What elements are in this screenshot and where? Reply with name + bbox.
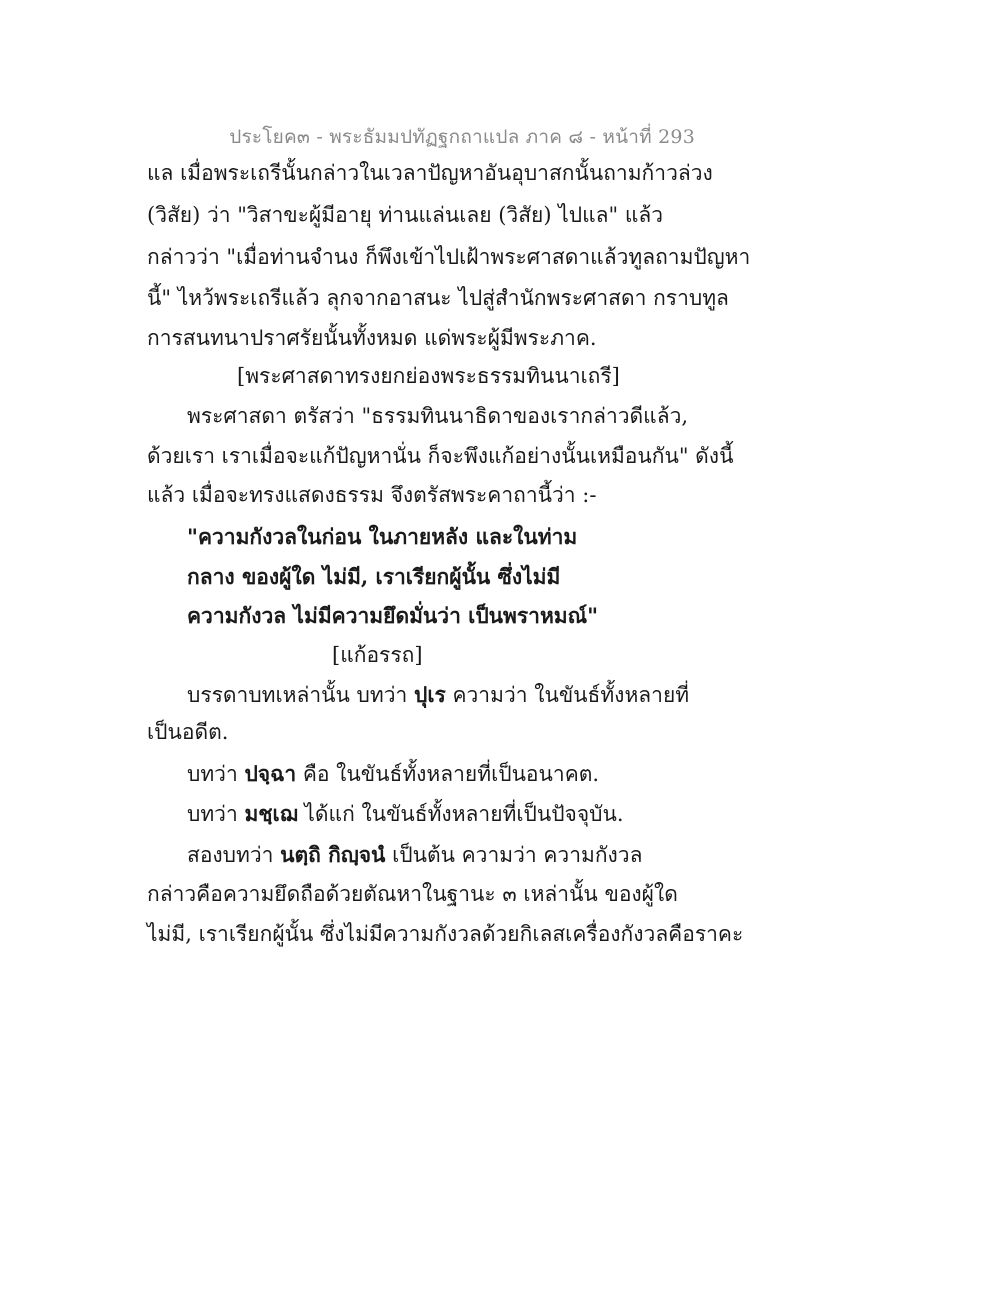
verse-line-3: ความกังวล ไม่มีความยึดมั่นว่า เป็นพราหมณ์"	[187, 603, 599, 628]
text-line-2: (วิสัย) ว่า "วิสาขะผู้มีอายุ ท่านแล่นเลย (วิสัย) ไปแล" แล้ว	[147, 203, 664, 227]
verse-line-1: "ความกังวลในก่อน ในภายหลัง และในท่าม	[187, 524, 578, 549]
commentary-line-4-post: ได้แก่ ในขันธ์ทั้งหลายที่เป็นปัจจุบัน.	[297, 802, 624, 826]
text-line-6: พระศาสดา ตรัสว่า "ธรรมทินนาธิดาของเรากล่าวดีแล้ว,	[187, 404, 689, 428]
text-line-4: นี้" ไหว้พระเถรีแล้ว ลุกจากอาสนะ ไปสู่สำนักพระศาสดา กราบทูล	[147, 286, 729, 310]
pali-term-natthi-kincanam: นตฺถิ กิญฺจนํ	[280, 842, 386, 867]
verse-line-2: กลาง ของผู้ใด ไม่มี, เราเรียกผู้นั้น ซึ่งไม่มี	[187, 564, 561, 589]
text-line-5: การสนทนาปราศรัยนั้นทั้งหมด แด่พระผู้มีพระภาค.	[147, 326, 597, 350]
commentary-line-3	[187, 763, 599, 785]
commentary-line-4-pre: บทว่า	[187, 802, 245, 826]
pali-term-majjhe: มชฺเฌ	[244, 801, 298, 826]
commentary-line-1-pre: บรรดาบทเหล่านั้น บทว่า	[187, 683, 414, 707]
text-line-3: กล่าวว่า "เมื่อท่านจำนง ก็พึงเข้าไปเฝ้าพระศาสดาแล้วทูลถามปัญหา	[147, 245, 751, 269]
commentary-heading: [แก้อรรถ]	[332, 643, 423, 667]
commentary-line-1	[187, 684, 689, 706]
text-line-8: แล้ว เมื่อจะทรงแสดงธรรม จึงตรัสพระคาถานี้ว่า :-	[147, 483, 597, 507]
pali-term-pure: ปุเร	[414, 682, 446, 707]
commentary-line-5-post: เป็นต้น ความว่า ความกังวล	[385, 843, 643, 867]
commentary-line-5-pre: สองบทว่า	[187, 843, 281, 867]
commentary-line-2: เป็นอดีต.	[147, 720, 229, 744]
commentary-line-3-post: คือ ในขันธ์ทั้งหลายที่เป็นอนาคต.	[296, 762, 600, 786]
commentary-line-5	[187, 844, 642, 866]
page-header: ประโยค๓ - พระธัมมปทัฏฐกถาแปล ภาค ๘ - หน้าที่ 293	[229, 126, 695, 148]
pali-term-pacchaa: ปจฺฉา	[244, 761, 297, 786]
commentary-line-6: กล่าวคือความยึดถือด้วยตัณหาในฐานะ ๓ เหล่านั้น ของผู้ใด	[147, 882, 678, 906]
text-line-7: ด้วยเรา เราเมื่อจะแก้ปัญหานั่น ก็จะพึงแก้อย่างนั้นเหมือนกัน" ดังนี้	[147, 444, 734, 468]
section-heading: [พระศาสดาทรงยกย่องพระธรรมทินนาเถรี]	[237, 364, 620, 388]
commentary-line-3-pre: บทว่า	[187, 762, 245, 786]
text-line-1: แล เมื่อพระเถรีนั้นกล่าวในเวลาปัญหาอันอุบาสกนั้นถามก้าวล่วง	[147, 161, 713, 185]
commentary-line-4	[187, 803, 624, 825]
commentary-line-7: ไม่มี, เราเรียกผู้นั้น ซึ่งไม่มีความกังวลด้วยกิเลสเครื่องกังวลคือราคะ	[147, 922, 744, 946]
commentary-line-1-post: ความว่า ในขันธ์ทั้งหลายที่	[445, 683, 690, 707]
